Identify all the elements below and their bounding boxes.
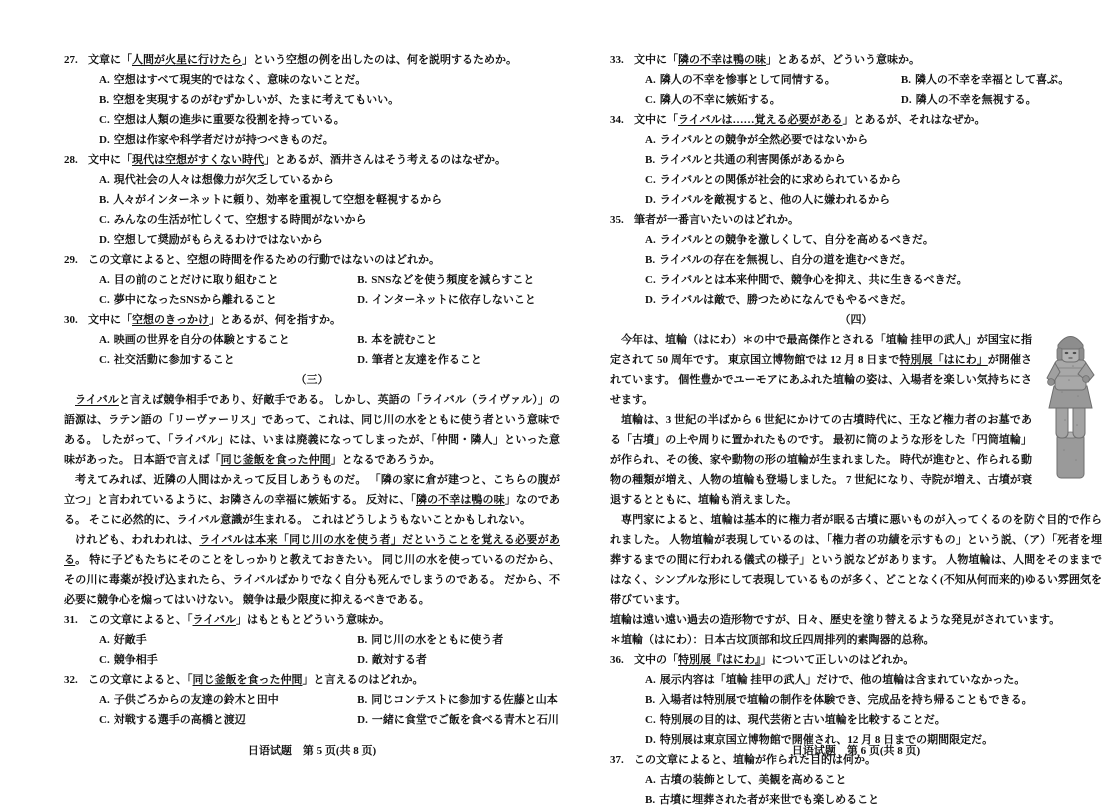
question-stem	[634, 50, 1102, 70]
option-label: A.	[645, 774, 656, 786]
option-label: D.	[645, 734, 656, 746]
option-label: A.	[99, 334, 110, 346]
text-run: 」となるであろうか。	[330, 454, 441, 466]
option-B	[357, 690, 560, 710]
option-D	[645, 290, 1102, 310]
question-34	[610, 110, 1102, 210]
question-number: 34.	[610, 114, 624, 126]
text-run: ライバルを敵視すると、他の人に嫌われるから	[659, 194, 891, 206]
question-number: 28.	[64, 154, 78, 166]
option-label: C.	[99, 114, 110, 126]
text-run: この文章によると、「	[88, 614, 193, 626]
option-A	[99, 70, 560, 90]
text-run: この文章によると、空想の時間を作るための行動ではないのはどれか。	[88, 254, 440, 266]
option-label: D.	[99, 234, 110, 246]
options	[634, 770, 1102, 810]
text-run: 考えてみれば、近隣の人間はかえって反目しあうものだ。 「隣の家に倉が建つと、こちらの腹が立つ」と言われているように、お隣さんの幸福に嫉妬する。 反対に、「	[64, 474, 560, 506]
option-label: D.	[645, 294, 656, 306]
option-C	[645, 170, 1102, 190]
text-run: 子供ごろからの友達の鈴木と田中	[113, 694, 279, 706]
text-run: 好敵手	[113, 634, 147, 646]
option-C	[99, 350, 357, 370]
text-run: 文中に「	[88, 154, 132, 166]
question-stem	[634, 110, 1102, 130]
option-label: B.	[357, 634, 368, 646]
footnote	[610, 630, 1102, 650]
text-run: 同じコンテストに参加する佐藤と山本	[371, 694, 558, 706]
question-27	[64, 50, 560, 150]
text-run: ライバルと共通の利害関係があるから	[659, 154, 846, 166]
text-run: ＊埴輪（はにわ）：日本古坟顶部和坟丘四周排列的素陶器的总称。	[610, 634, 935, 646]
option-D	[357, 650, 560, 670]
option-label: B.	[900, 74, 911, 86]
option-label: B.	[645, 254, 656, 266]
underlined-text: 隣の不幸は鴨の味	[678, 54, 766, 66]
text-run: 文中に「	[88, 314, 132, 326]
option-label: B.	[99, 94, 110, 106]
text-run: けれども、われわれは、	[75, 534, 200, 546]
option-label: D.	[357, 294, 368, 306]
text-run: 敵対する者	[371, 654, 427, 666]
haniwa-statue-photo	[1040, 330, 1102, 480]
question-body	[88, 670, 560, 730]
question-stem	[88, 310, 560, 330]
text-run: SNSなどを使う頻度を減らすこと	[371, 274, 535, 286]
option-label: C.	[645, 174, 656, 186]
question-28	[64, 150, 560, 250]
question-31	[64, 610, 560, 670]
option-B	[357, 630, 560, 650]
text-run: 特別展は東京国立博物館で開催され、12 月 8 日までの期間限定だ。	[659, 734, 994, 746]
text-run: 展示内容は「埴輪 挂甲の武人」だけで、他の埴輪は含まれていなかった。	[659, 674, 1026, 686]
text-run: 今年は、埴輪（はにわ）＊の中で最高傑作とされる「埴輪 挂甲の武人」が国宝に指定されて 50 周年です。 東京国立博物館では 12 月 8 日まで	[610, 334, 1032, 366]
question-stem	[88, 250, 560, 270]
option-D	[357, 290, 560, 310]
question-stem	[88, 610, 560, 630]
haniwa-statue-illustration	[1040, 330, 1102, 480]
option-C	[99, 650, 357, 670]
option-label: A.	[99, 174, 110, 186]
text-run: が開催されています。 個性豊かでユーモアにあふれた埴輪の姿は、入場者を楽しい気持ちにさせます。	[610, 354, 1033, 406]
text-run: 文中の「	[634, 654, 678, 666]
text-run: 」とあるが、酒井さんはそう考えるのはなぜか。	[264, 154, 506, 166]
option-A	[99, 690, 357, 710]
underlined-text: ライバル	[75, 394, 119, 406]
option-label: A.	[645, 674, 656, 686]
question-number: 35.	[610, 214, 624, 226]
option-label: D.	[900, 94, 912, 106]
text-run: 文中に「	[634, 114, 678, 126]
question-stem	[634, 650, 1102, 670]
passage-paragraph	[64, 530, 560, 610]
text-run: 映画の世界を自分の体験とすること	[113, 334, 290, 346]
option-C	[645, 90, 901, 110]
text-run: 競争相手	[113, 654, 158, 666]
option-B	[99, 190, 560, 210]
passage-paragraph	[64, 390, 560, 470]
text-run: インターネットに依存しないこと	[371, 294, 536, 306]
text-run: 」と言えるのはどれか。	[302, 674, 424, 686]
question-body	[634, 110, 1102, 210]
option-label: B.	[645, 694, 656, 706]
text-run: 筆者が一番言いたいのはどれか。	[634, 214, 799, 226]
option-label: C.	[99, 214, 110, 226]
question-29	[64, 250, 560, 310]
passage-paragraph	[610, 410, 1102, 510]
question-number: 37.	[610, 754, 624, 766]
question-stem	[88, 50, 560, 70]
question-32	[64, 670, 560, 730]
underlined-text: 空想のきっかけ	[132, 314, 209, 326]
option-A	[99, 330, 357, 350]
question-36	[610, 650, 1102, 750]
question-body	[88, 50, 560, 150]
option-label: B.	[645, 154, 656, 166]
question-body	[634, 650, 1102, 750]
text-run: 」について正しいのはどれか。	[760, 654, 915, 666]
text-run: ライバルの存在を無視し、自分の道を進むべきだ。	[659, 254, 912, 266]
option-B	[901, 70, 1102, 90]
page-5-footer: 日语试题 第 5 页(共 8 页)	[247, 745, 377, 757]
option-label: C.	[99, 354, 110, 366]
options	[634, 670, 1102, 750]
text-run: 空想は人類の進歩に重要な役割を持っている。	[113, 114, 345, 126]
option-C	[645, 710, 1102, 730]
text-run: 隣人の不幸を幸福として喜ぶ。	[915, 74, 1070, 86]
text-run: 空想は作家や科学者だけが持つべきものだ。	[113, 134, 334, 146]
option-label: A.	[645, 134, 656, 146]
text-run: 」なのである。 そこに必然的に、ライバル意識が生まれる。 これはどうしようもないことかもしれない。	[64, 494, 561, 526]
option-label: C.	[645, 274, 656, 286]
text-run: 現代社会の人々は想像力が欠乏しているから	[113, 174, 334, 186]
question-body	[634, 210, 1102, 310]
option-A	[99, 630, 357, 650]
text-run: 」とあるが、それはなぜか。	[842, 114, 986, 126]
option-label: C.	[99, 294, 110, 306]
option-A	[645, 770, 1102, 790]
passage-paragraph	[610, 330, 1102, 410]
text-run: ライバルとの関係が社会的に求められているから	[659, 174, 902, 186]
text-run: 目の前のことだけに取り組むこと	[113, 274, 279, 286]
text-run: 対戦する選手の高橋と渡辺	[113, 714, 246, 726]
option-label: D.	[357, 354, 368, 366]
question-number: 36.	[610, 654, 624, 666]
question-number: 29.	[64, 254, 78, 266]
text-run: ライバルとは本来仲間で、競争心を抑え、共に生きるべきだ。	[659, 274, 968, 286]
underlined-text: ライバルは本来「同じ川の水を使う者」だということを覚える必要がある	[64, 534, 561, 566]
passage-paragraph	[610, 610, 1102, 630]
question-number: 30.	[64, 314, 78, 326]
underlined-text: 人間が火星に行けたら	[132, 54, 242, 66]
text-run: 文中に「	[634, 54, 678, 66]
option-label: A.	[99, 74, 110, 86]
text-run: 専門家によると、埴輪は基本的に権力者が眠る古墳に悪いものが入ってくるのを防ぐ目的で作られました。 人物埴輪が表現しているのは、「権力者の功績を示すもの」という説、（ア）「死者を埋葬するまでの間に行われる儀式の様子」という説などがあります。 人物埴輪は、人間をそのままではなく、シンプルな形にして表現しているものが多く、どことなく(不知从何而来的)ゆるい雰囲気を帯びています。	[610, 514, 1102, 606]
underlined-text: 同じ釜飯を食った仲間	[192, 674, 303, 686]
text-run: 古墳に埋葬された者が来世でも楽しめること	[659, 794, 880, 806]
option-label: A.	[99, 274, 110, 286]
options	[88, 330, 560, 370]
options	[88, 70, 560, 150]
option-D	[645, 190, 1102, 210]
text-run: 古墳の装飾として、美観を高めること	[659, 774, 847, 786]
question-body	[634, 50, 1102, 110]
option-label: A.	[645, 74, 656, 86]
option-label: C.	[645, 94, 656, 106]
text-run: 隣人の不幸に嫉妬する。	[659, 94, 781, 106]
text-run: 隣人の不幸を惨事として同情する。	[659, 74, 836, 86]
question-body	[88, 310, 560, 370]
text-run: 」という空想の例を出したのは、何を説明するためか。	[242, 54, 517, 66]
text-run: 空想はすべて現実的ではなく、意味のないことだ。	[113, 74, 367, 86]
option-label: A.	[99, 634, 110, 646]
options	[88, 690, 560, 730]
question-number: 33.	[610, 54, 624, 66]
option-label: B.	[357, 694, 368, 706]
text-run: 入場者は特別展で埴輪の制作を体験でき、完成品を持ち帰ることもできる。	[659, 694, 1033, 706]
text-run: 」はもともとどういう意味か。	[235, 614, 390, 626]
page-6	[610, 50, 1102, 810]
option-A	[645, 130, 1102, 150]
text-run: 人々がインターネットに頼り、効率を重視して空想を軽視するから	[113, 194, 443, 206]
underlined-text: 特別展『はにわ』	[678, 654, 761, 666]
option-label: B.	[99, 194, 110, 206]
option-B	[645, 790, 1102, 810]
section-header: （三）	[295, 374, 329, 386]
option-C	[99, 110, 560, 130]
options	[88, 170, 560, 250]
text-run: ライバルは敵で、勝つためになんでもやるべきだ。	[659, 294, 912, 306]
option-label: B.	[645, 794, 656, 806]
option-C	[99, 290, 357, 310]
text-run: 筆者と友達を作ること	[371, 354, 482, 366]
question-body	[88, 610, 560, 670]
option-B	[645, 250, 1102, 270]
question-body	[88, 250, 560, 310]
text-run: 同じ川の水をともに使う者	[371, 634, 504, 646]
option-label: D.	[357, 714, 368, 726]
options	[634, 130, 1102, 210]
text-run: 一緒に食堂でご飯を食べる青木と石川	[371, 714, 559, 726]
options	[88, 270, 560, 310]
option-label: C.	[99, 654, 110, 666]
text-run: 埴輪は遠い遠い過去の造形物ですが、日々、歴史を塗り替えるような発見がされています。	[610, 614, 1061, 626]
text-run: ライバルとの競争が全然必要ではないから	[659, 134, 869, 146]
options	[88, 630, 560, 670]
text-run: みんなの生活が忙しくて、空想する時間がないから	[113, 214, 367, 226]
section-header: （四）	[839, 314, 873, 326]
options	[634, 230, 1102, 310]
text-run: 」とあるが、どういう意味か。	[766, 54, 920, 66]
question-35	[610, 210, 1102, 310]
passage-paragraph	[64, 470, 560, 530]
text-run: 。 特に子どもたちにそのことをしっかりと教えておきたい。 同じ川の水を使っているのだから、その川に毒薬が投げ込まれたら、ライバルばかりでなく自分も死んでしまうのである。 だから、不必要に競争心を煽ってはいけない。 競争は最少限度に抑えるべきである。	[64, 554, 561, 606]
option-D	[357, 710, 560, 730]
text-run: 」とあるが、何を指すか。	[209, 314, 341, 326]
option-A	[99, 270, 357, 290]
underlined-text: 隣の不幸は鴨の味	[416, 494, 505, 506]
option-label: A.	[645, 234, 656, 246]
text-run: この文章によると、「	[88, 674, 193, 686]
option-A	[99, 170, 560, 190]
question-stem	[634, 210, 1102, 230]
option-B	[357, 330, 560, 350]
text-run: 隣人の不幸を無視する。	[915, 94, 1037, 106]
options	[634, 70, 1102, 110]
option-label: C.	[99, 714, 110, 726]
option-C	[99, 710, 357, 730]
text-run: 文章に「	[88, 54, 132, 66]
option-A	[645, 670, 1102, 690]
option-label: D.	[99, 134, 110, 146]
underlined-text: ライバル	[192, 614, 236, 626]
option-B	[357, 270, 560, 290]
option-B	[99, 90, 560, 110]
option-A	[645, 230, 1102, 250]
question-body	[634, 750, 1102, 810]
text-run: 空想を実現するのがむずかしいが、たまに考えてもいい。	[113, 94, 400, 106]
text-run: 社交活動に参加すること	[113, 354, 235, 366]
passage-paragraph	[610, 510, 1102, 610]
option-label: D.	[357, 654, 368, 666]
option-B	[645, 690, 1102, 710]
option-label: C.	[645, 714, 656, 726]
text-run: ライバルとの競争を激しくして、自分を高めるべきだ。	[659, 234, 934, 246]
text-run: 夢中になったSNSから離れること	[113, 294, 277, 306]
text-run: 本を読むこと	[371, 334, 438, 346]
question-number: 27.	[64, 54, 78, 66]
question-number: 31.	[64, 614, 78, 626]
question-33	[610, 50, 1102, 110]
question-body	[88, 150, 560, 250]
text-run: 埴輪は、3 世紀の半ばから 6 世紀にかけての古墳時代に、王など権力者のお墓である「古墳」の上や周りに置かれたものです。 最初に筒のような形をした「円筒埴輪」が作られ、その後、家や動物の形の埴輪が生まれました。 時代が進むと、作られる動物の種類が増え、人物の埴輪も登場しました。 7 世紀になり、寺院が増え、古墳が衰退するとともに、埴輪も消えました。	[610, 414, 1032, 506]
underlined-text: 特別展「はにわ」	[899, 354, 988, 366]
underlined-text: ライバルは……覚える必要がある	[678, 114, 843, 126]
option-label: D.	[645, 194, 656, 206]
option-label: B.	[357, 274, 368, 286]
option-D	[99, 130, 560, 150]
option-A	[645, 70, 901, 90]
option-C	[645, 270, 1102, 290]
text-run: 特別展の目的は、現代芸術と古い埴輪を比較することだ。	[659, 714, 946, 726]
option-D	[357, 350, 560, 370]
text-run: この文章によると、埴輪が作られた目的は何か。	[634, 754, 876, 766]
option-label: A.	[99, 694, 110, 706]
page-5	[64, 50, 560, 730]
option-B	[645, 150, 1102, 170]
underlined-text: 同じ釜飯を食った仲間	[220, 454, 331, 466]
option-label: B.	[357, 334, 368, 346]
page-6-footer: 日语试题 第 6 页(共 8 页)	[791, 745, 921, 757]
text-run: と言えば競争相手であり、好敵手である。 しかし、英語の「ライバル（ライヴァル）」の語源は、ラテン語の「リーヴァーリス」であって、これは、同じ川の水をともに使う者という意味である。 したがって、「ライバル」には、いまは廃義になってしまったが、「仲間・隣人」といった意味があった。 日本語で言えば「	[64, 394, 560, 466]
question-30	[64, 310, 560, 370]
text-run: 空想して奨励がもらえるわけではないから	[113, 234, 323, 246]
option-C	[99, 210, 560, 230]
option-D	[901, 90, 1102, 110]
question-number: 32.	[64, 674, 78, 686]
option-D	[99, 230, 560, 250]
underlined-text: 現代は空想がすくない時代	[132, 154, 264, 166]
question-stem	[88, 670, 560, 690]
question-37	[610, 750, 1102, 810]
question-stem	[88, 150, 560, 170]
